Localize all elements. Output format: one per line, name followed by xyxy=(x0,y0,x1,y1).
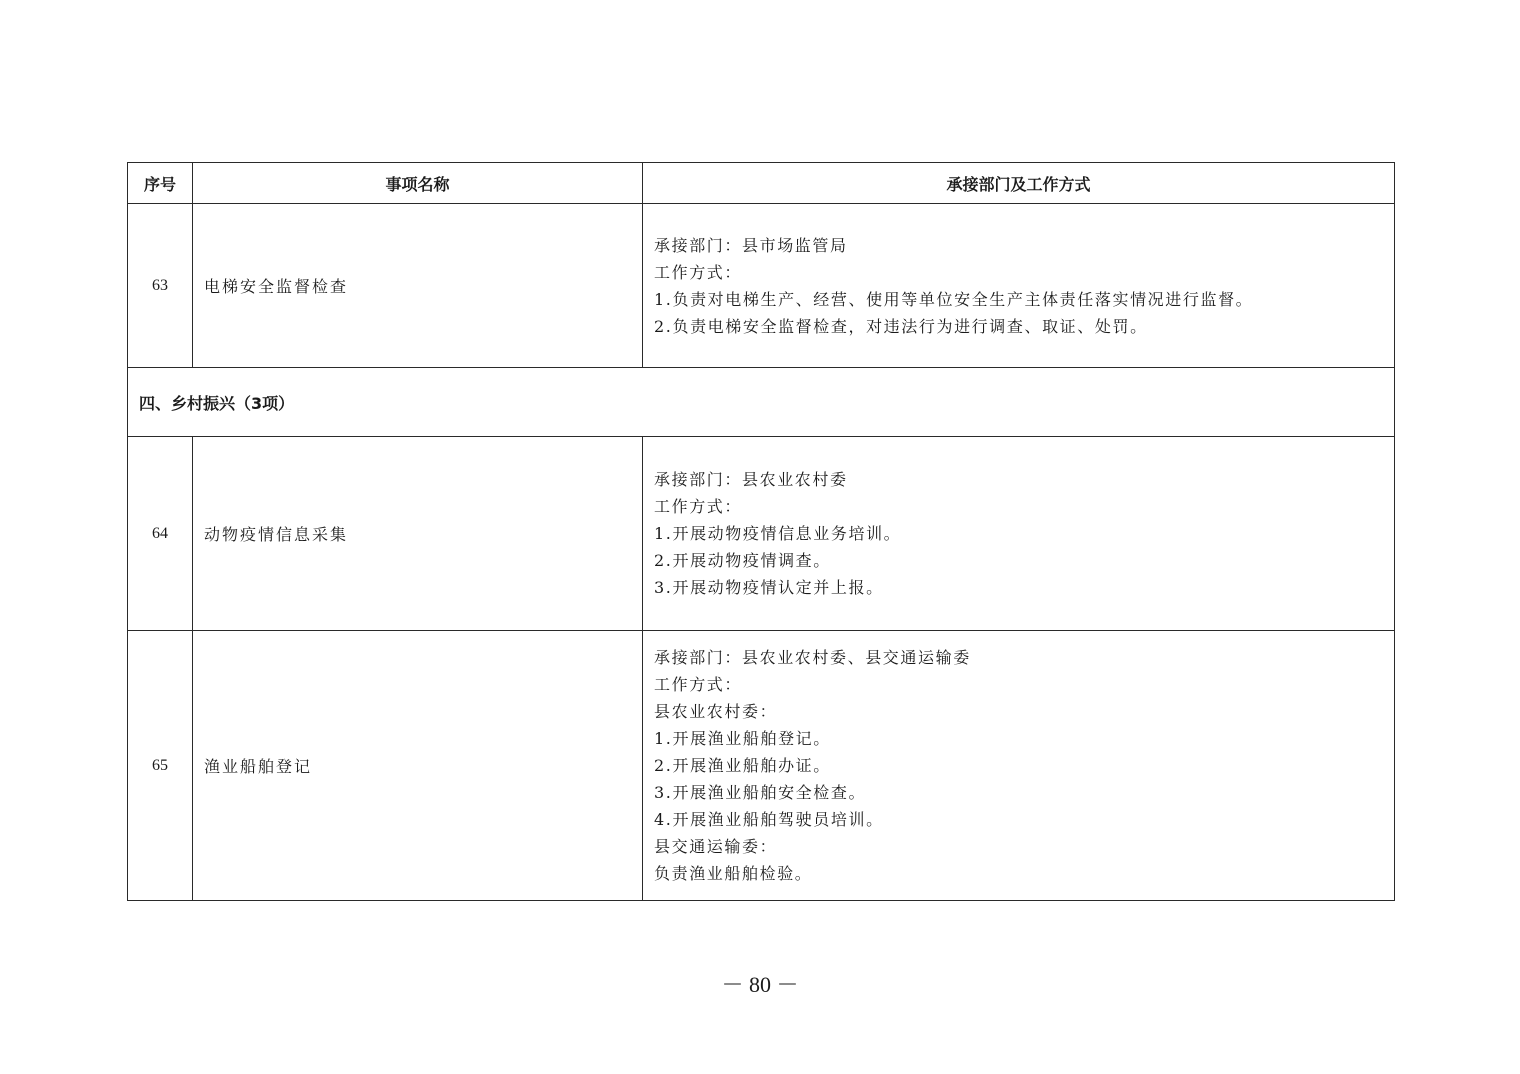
dept-line: 承接部门：县农业农村委 xyxy=(654,470,848,489)
dept-line: 承接部门：县农业农村委、县交通运输委 xyxy=(654,648,971,667)
header-department-method: 承接部门及工作方式 xyxy=(643,163,1395,204)
page-number: － 80 － xyxy=(721,972,799,997)
section-title: 四、乡村振兴（3项） xyxy=(128,368,1395,437)
row-serial-number: 63 xyxy=(128,204,193,368)
dept-line: 县农业农村委： xyxy=(654,702,778,721)
dept-line: 3.开展渔业船舶安全检查。 xyxy=(654,783,867,802)
table-row xyxy=(128,204,1395,368)
dept-line: 工作方式： xyxy=(654,262,743,282)
dept-line: 2.开展动物疫情调查。 xyxy=(654,551,831,570)
row-item-name: 动物疫情信息采集 xyxy=(193,437,643,631)
row-serial-number: 65 xyxy=(128,631,193,901)
row-item-name: 渔业船舶登记 xyxy=(193,631,643,901)
table-row xyxy=(128,631,1395,901)
dept-line: 承接部门：县市场监管局 xyxy=(654,235,848,255)
dept-line: 1.开展渔业船舶登记。 xyxy=(654,729,831,748)
dept-line: 县交通运输委： xyxy=(654,837,778,856)
dept-line: 3.开展动物疫情认定并上报。 xyxy=(654,578,884,597)
section-row xyxy=(128,368,1395,437)
row-department-method xyxy=(643,631,1395,901)
dept-line: 2.负责电梯安全监督检查，对违法行为进行调查、取证、处罚。 xyxy=(654,316,1148,336)
items-table xyxy=(127,162,1395,901)
dept-line: 4.开展渔业船舶驾驶员培训。 xyxy=(654,810,884,829)
row-department-method xyxy=(643,204,1395,368)
dept-line: 工作方式： xyxy=(654,675,743,694)
row-department-method xyxy=(643,437,1395,631)
dept-line: 1.负责对电梯生产、经营、使用等单位安全生产主体责任落实情况进行监督。 xyxy=(654,289,1254,309)
table-header-row xyxy=(128,163,1395,204)
table-row xyxy=(128,437,1395,631)
row-serial-number: 64 xyxy=(128,437,193,631)
header-item-name: 事项名称 xyxy=(193,163,643,204)
dept-line: 工作方式： xyxy=(654,497,743,516)
dept-line: 负责渔业船舶检验。 xyxy=(654,864,813,883)
header-serial-number: 序号 xyxy=(128,163,193,204)
dept-line: 1.开展动物疫情信息业务培训。 xyxy=(654,524,902,543)
row-item-name: 电梯安全监督检查 xyxy=(193,204,643,368)
dept-line: 2.开展渔业船舶办证。 xyxy=(654,756,831,775)
